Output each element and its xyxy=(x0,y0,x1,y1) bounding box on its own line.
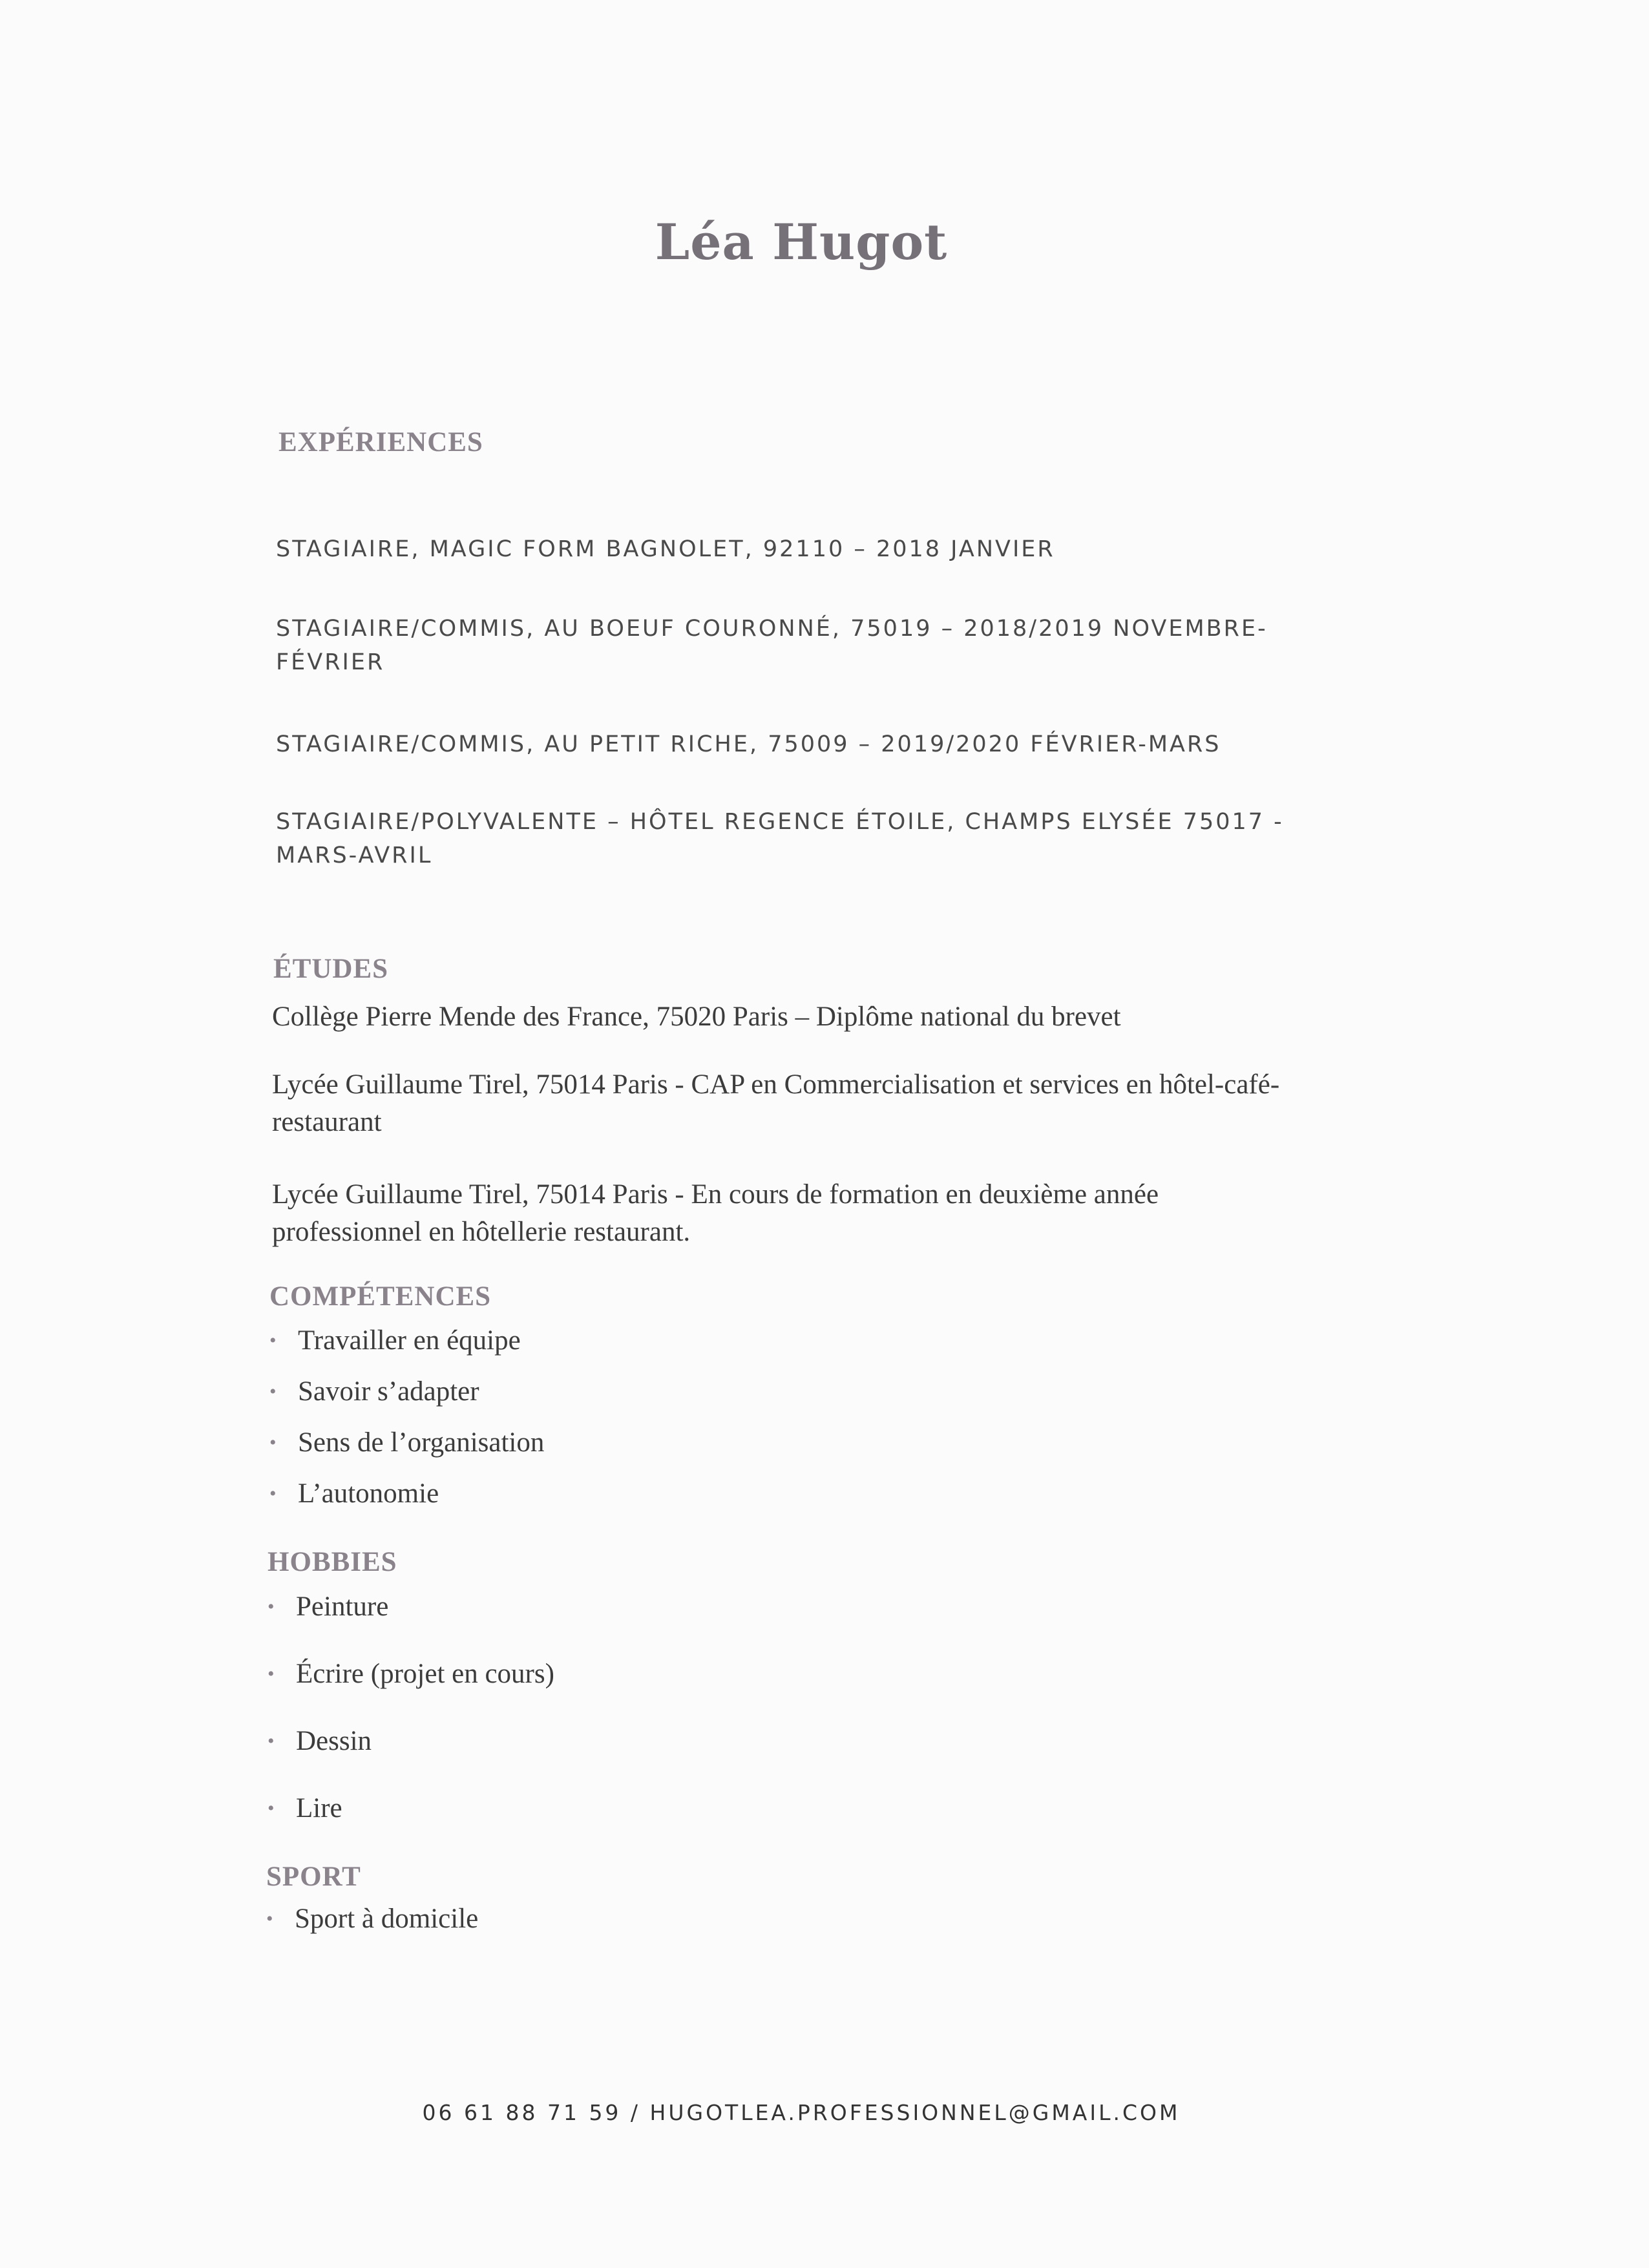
competence-text: L’autonomie xyxy=(298,1478,439,1509)
bullet-icon: • xyxy=(268,1663,275,1685)
experience-item: STAGIAIRE/COMMIS, AU PETIT RICHE, 75009 – 2019/2020 FÉVRIER-MARS xyxy=(276,731,1221,757)
list-item xyxy=(269,1315,544,1366)
resume-name: Léa Hugot xyxy=(655,213,948,271)
competence-text: Travailler en équipe xyxy=(298,1325,521,1356)
hobby-text: Dessin xyxy=(296,1726,372,1756)
list-item xyxy=(268,1641,554,1708)
sport-text: Sport à domicile xyxy=(295,1904,479,1934)
experiences-heading: EXPÉRIENCES xyxy=(278,427,483,457)
sport-list xyxy=(266,1893,478,1944)
bullet-icon: • xyxy=(269,1483,277,1504)
contact-line: 06 61 88 71 59 / HUGOTLEA.PROFESSIONNEL@GMAIL.COM xyxy=(422,2100,1181,2125)
experience-item: STAGIAIRE/COMMIS, AU BOEUF COURONNÉ, 75019 – 2018/2019 NOVEMBRE-FÉVRIER xyxy=(276,616,1268,675)
education-item: Collège Pierre Mende des France, 75020 Paris – Diplôme national du brevet xyxy=(272,1002,1121,1032)
bullet-icon: • xyxy=(268,1596,275,1617)
list-item xyxy=(268,1573,554,1641)
bullet-icon: • xyxy=(269,1330,277,1351)
sport-heading: SPORT xyxy=(266,1862,361,1892)
education-item: Lycée Guillaume Tirel, 75014 Paris - En cours de formation en deuxième année professionnel en hôtellerie restaurant. xyxy=(272,1179,1159,1247)
competences-list xyxy=(269,1315,544,1519)
hobby-text: Lire xyxy=(296,1793,342,1823)
hobbies-heading: HOBBIES xyxy=(268,1547,397,1577)
bullet-icon: • xyxy=(268,1730,275,1752)
experience-item: STAGIAIRE, MAGIC FORM BAGNOLET, 92110 – 2018 JANVIER xyxy=(276,536,1055,562)
education-item: Lycée Guillaume Tirel, 75014 Paris - CAP en Commercialisation et services en hôtel-café-restaurant xyxy=(272,1069,1280,1137)
etudes-heading: ÉTUDES xyxy=(273,954,389,984)
list-item xyxy=(269,1468,544,1519)
list-item xyxy=(266,1893,478,1944)
list-item xyxy=(268,1775,554,1842)
bullet-icon: • xyxy=(266,1908,273,1929)
hobby-text: Peinture xyxy=(296,1591,389,1622)
competence-text: Savoir s’adapter xyxy=(298,1376,479,1407)
hobbies-list xyxy=(268,1573,554,1842)
list-item xyxy=(268,1708,554,1775)
experience-item: STAGIAIRE/POLYVALENTE – HÔTEL REGENCE ÉTOILE, CHAMPS ELYSÉE 75017 - MARS-AVRIL xyxy=(276,809,1284,868)
list-item xyxy=(269,1417,544,1468)
bullet-icon: • xyxy=(269,1381,277,1402)
list-item xyxy=(269,1366,544,1417)
competence-text: Sens de l’organisation xyxy=(298,1427,545,1458)
bullet-icon: • xyxy=(269,1432,277,1453)
competences-heading: COMPÉTENCES xyxy=(269,1281,492,1312)
hobby-text: Écrire (projet en cours) xyxy=(296,1659,554,1689)
bullet-icon: • xyxy=(268,1798,275,1819)
